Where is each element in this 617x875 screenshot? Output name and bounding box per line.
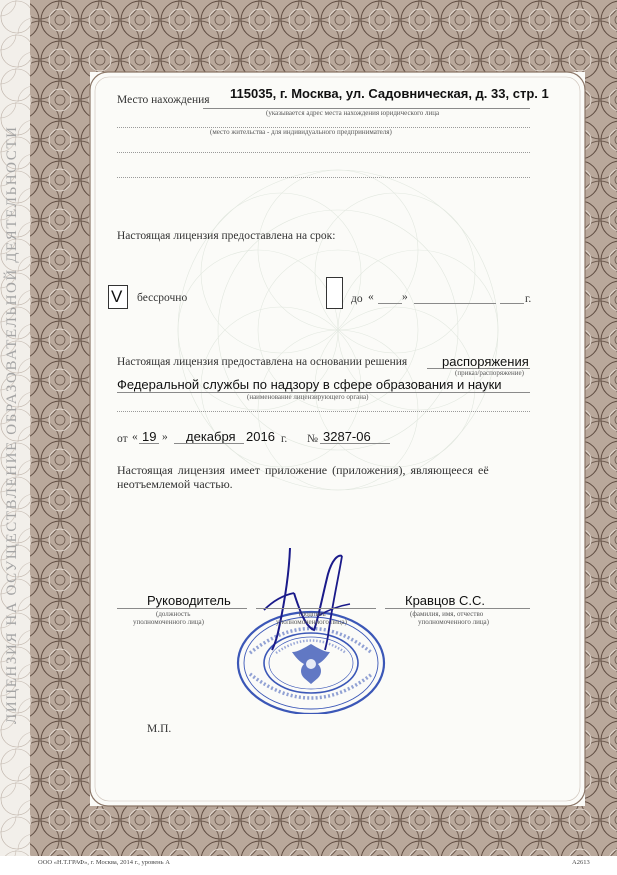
number-sign: №	[307, 433, 318, 445]
until-year-line	[500, 303, 524, 304]
until-quote-open: «	[368, 291, 374, 303]
indefinite-check-mark: V	[111, 287, 123, 306]
until-prefix: до	[351, 293, 363, 305]
order-number: 3287-06	[323, 429, 371, 444]
printer-footer: ООО «Н.Т.ГРАФ», г. Москва, 2014 г., уровень А	[38, 859, 170, 866]
signature-caption-line1: (подпись	[299, 610, 326, 618]
basis-label: Настоящая лицензия предоставлена на основании решения	[117, 356, 408, 368]
date-year: 2016	[246, 429, 275, 444]
signatory-name: Кравцов С.С.	[405, 593, 485, 608]
date-day: 19	[142, 429, 157, 444]
location-value: 115035, г. Москва, ул. Садовническая, д. 33, стр. 1	[230, 86, 549, 101]
until-year-suffix: г.	[525, 293, 532, 305]
stamp-place-label: М.П.	[147, 723, 172, 735]
until-quote-close: »	[402, 291, 408, 303]
location-line-3	[117, 152, 530, 153]
date-month-line	[174, 443, 244, 444]
date-quote-close: »	[162, 431, 168, 443]
location-caption-legal: (указывается адрес места нахождения юридического лица	[266, 109, 440, 117]
signature	[256, 542, 366, 652]
date-year-suffix: г.	[281, 433, 288, 445]
date-month: декабря	[186, 429, 236, 444]
term-heading: Настоящая лицензия предоставлена на срок:	[117, 230, 336, 242]
position-underline	[117, 608, 247, 609]
doc-type-value: распоряжения	[442, 354, 529, 369]
position-caption-line2: уполномоченного лица)	[133, 618, 204, 626]
location-label: Место нахождения	[117, 94, 210, 106]
name-caption-line2: уполномоченного лица)	[418, 618, 489, 626]
side-title: ЛИЦЕНЗИЯ НА ОСУЩЕСТВЛЕНИЕ ОБРАЗОВАТЕЛЬНОЙ ДЕЯТЕЛЬНОСТИ	[4, 125, 20, 725]
doc-type-caption: (приказ/распоряжение)	[455, 369, 524, 377]
until-day-line	[378, 303, 402, 304]
name-caption-line1: (фамилия, имя, отчество	[410, 610, 484, 618]
appendix-text-line2: неотъемлемой частью.	[117, 477, 233, 491]
signature-underline	[256, 608, 376, 609]
position-caption-line1: (должность	[156, 610, 191, 618]
form-code: А2613	[572, 859, 590, 866]
appendix-text-line1: Настоящая лицензия имеет приложение (приложения), являющееся её	[117, 463, 489, 477]
until-checkbox	[326, 277, 343, 309]
location-line-4	[117, 177, 530, 178]
until-month-line	[414, 303, 496, 304]
name-underline	[385, 608, 530, 609]
authority-caption: (наименование лицензирующего органа)	[247, 393, 369, 401]
location-caption-ip: (место жительства - для индивидуального предпринимателя)	[210, 128, 392, 136]
date-from-label: от	[117, 433, 128, 445]
date-quote-open: «	[132, 431, 138, 443]
signatory-position: Руководитель	[147, 593, 231, 608]
order-number-line	[320, 443, 390, 444]
indefinite-label: бессрочно	[137, 292, 188, 304]
date-day-line	[139, 443, 159, 444]
authority-value: Федеральной службы по надзору в сфере образования и науки	[117, 377, 502, 392]
authority-line-2	[117, 411, 530, 412]
signature-caption-line2: уполномоченного лица)	[276, 618, 347, 626]
